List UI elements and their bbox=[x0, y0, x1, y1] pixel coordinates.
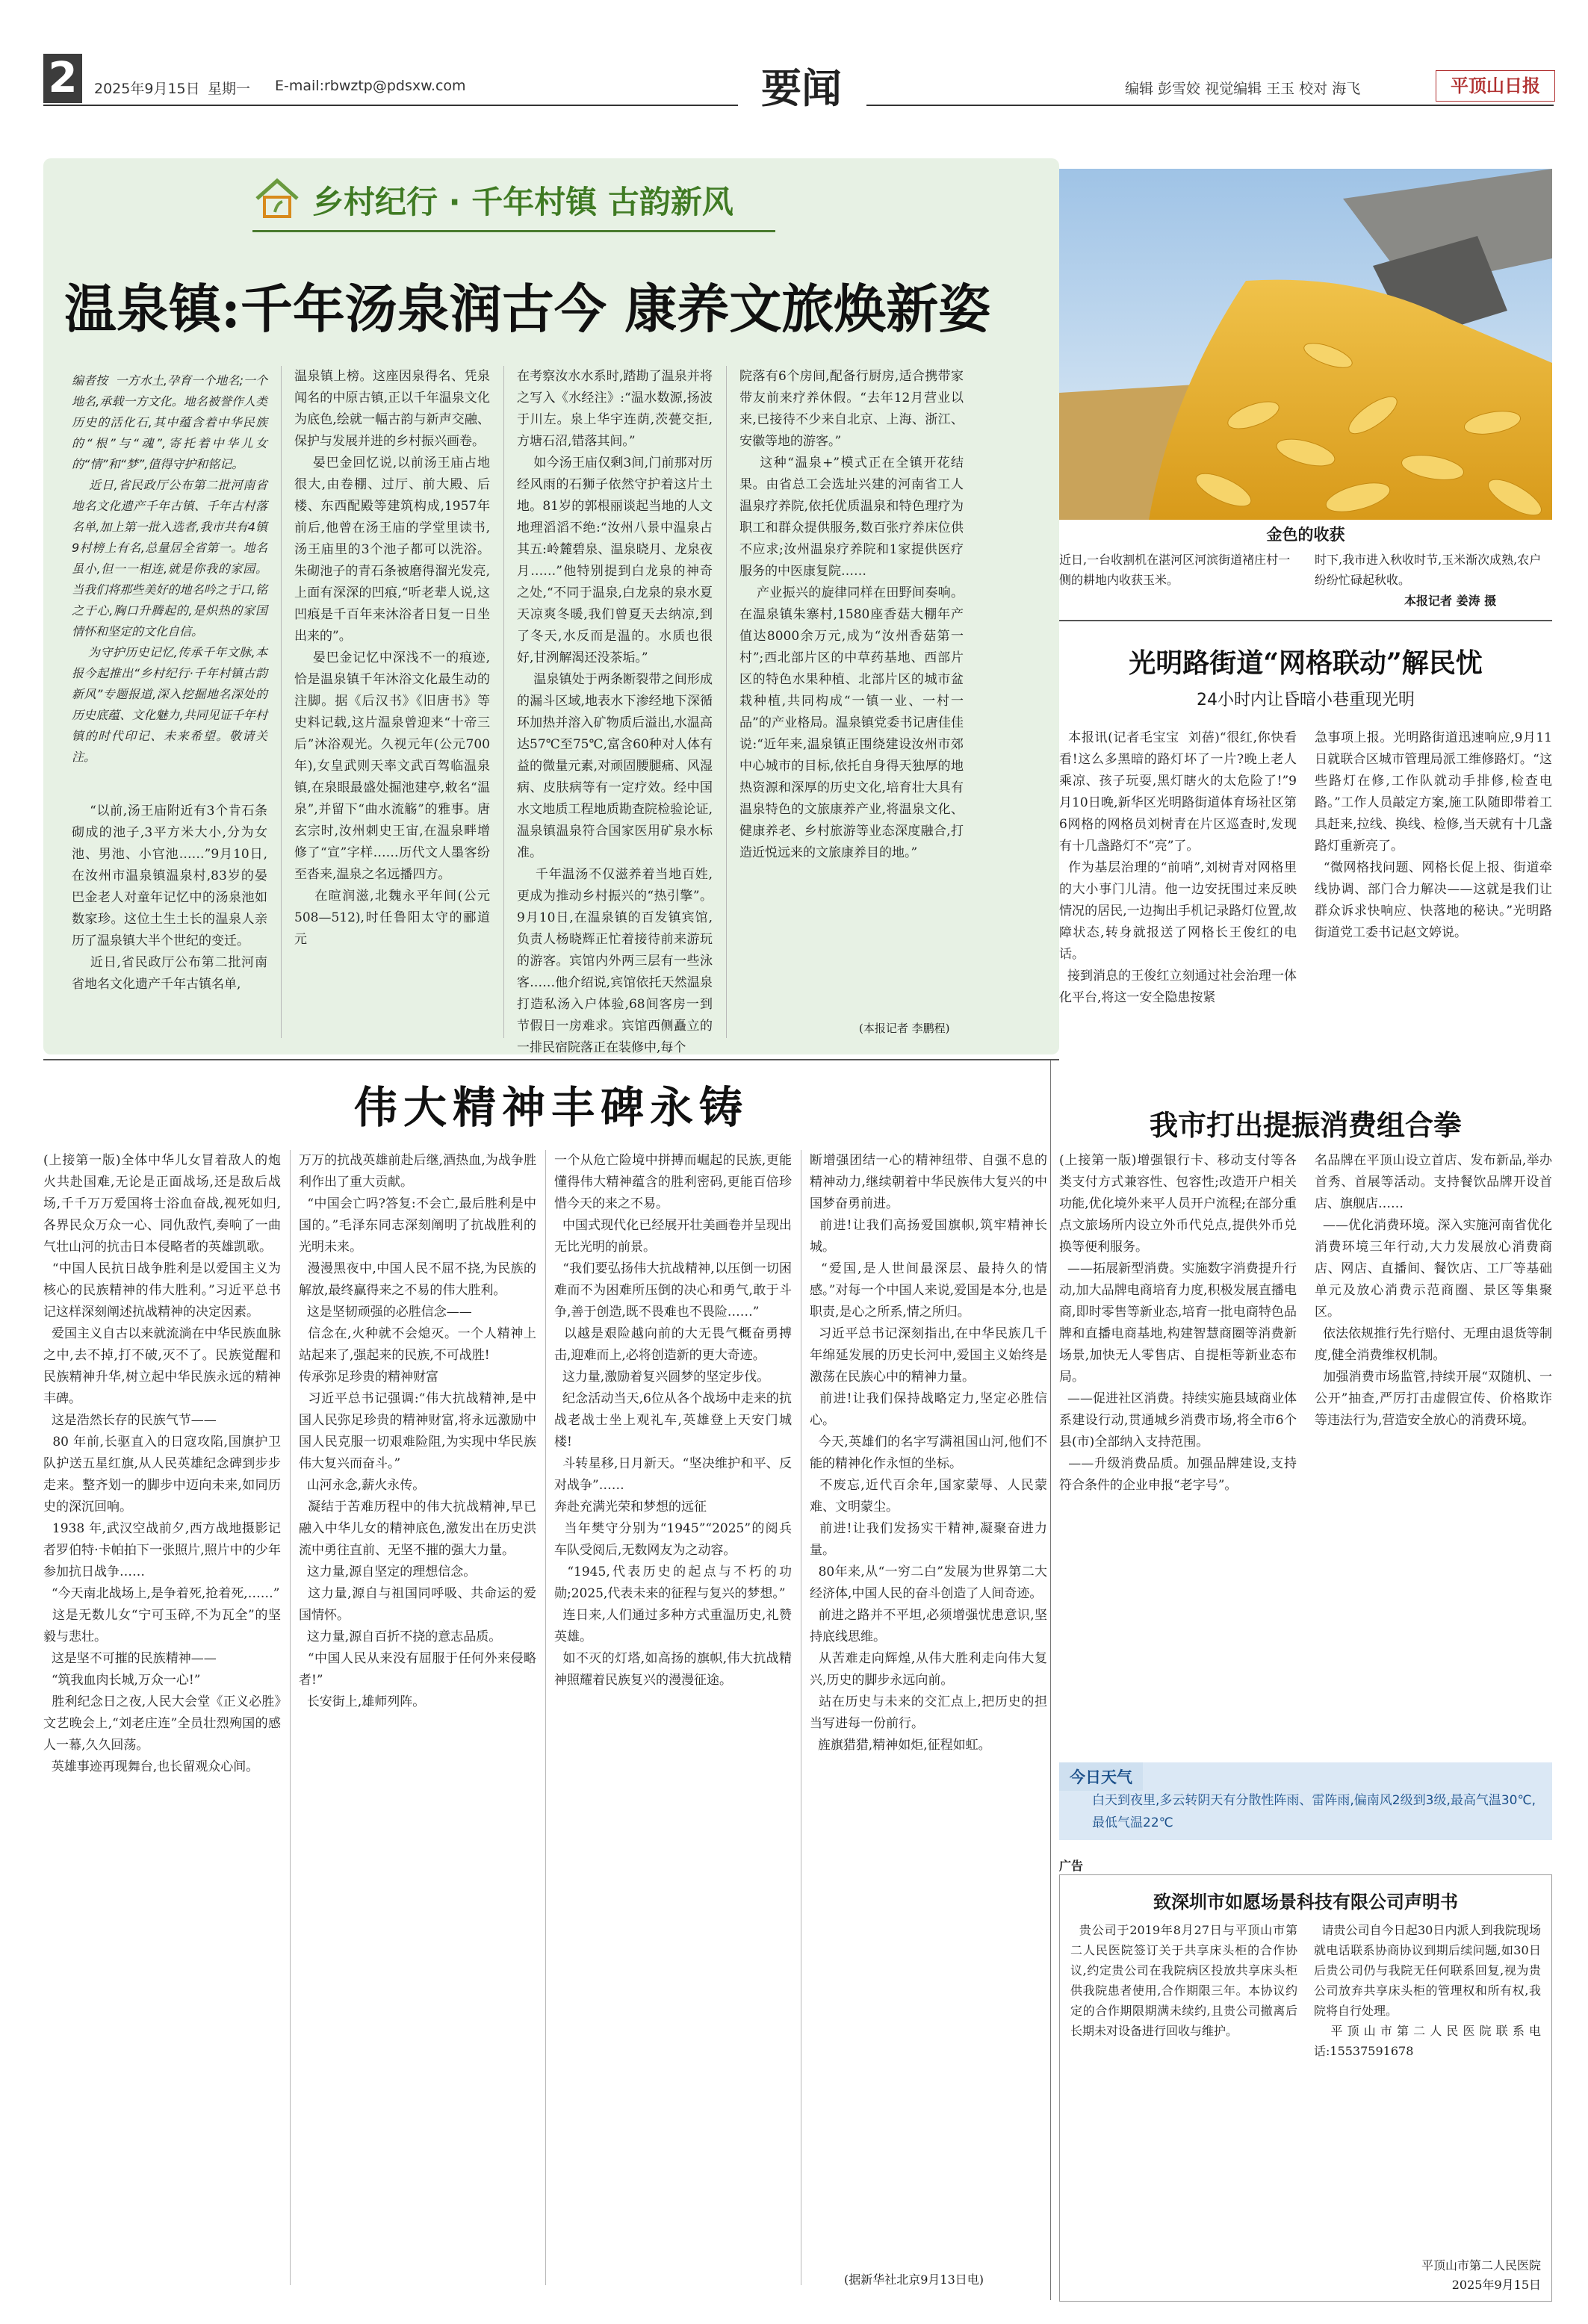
right-story-subtitle: 24小时内让昏暗小巷重现光明 bbox=[1197, 691, 1415, 709]
right-story-title: 光明路街道“网格联动”解民忧 bbox=[1129, 647, 1483, 679]
house-icon bbox=[252, 175, 302, 220]
ad-notice-box bbox=[1059, 1874, 1552, 2302]
section-rule bbox=[1059, 620, 1552, 621]
feature-banner bbox=[252, 167, 775, 232]
header-rule-right bbox=[866, 105, 1554, 106]
photo-credit: 本报记者 姜涛 摄 bbox=[1404, 594, 1497, 608]
ad-title: 致深圳市如愿场景科技有限公司声明书 bbox=[1153, 1892, 1458, 1913]
newspaper-logo: 平顶山日报 bbox=[1436, 70, 1555, 102]
ad-label: 广告 bbox=[1059, 1859, 1084, 1873]
ad-date: 2025年9月15日 bbox=[1451, 2278, 1541, 2292]
column-divider bbox=[545, 1150, 546, 2285]
main-story-col-2: 万万的抗战英雄前赴后继,酒热血,为战争胜利作出了重大贡献。 “中国会亡吗?答复:不会亡,最后胜利是中国的。”毛泽东同志深刻阐明了抗战胜利的光明未来。 漫漫黑夜中,中国人民不屈不挠,为民族的解放,最终赢得来之不易的伟大胜利。 这是坚韧顽强的必胜信念—— 信念在,火种就不会熄灭。一个人精神上站起来了,强起来的民族,不可战胜! 传承弥足珍贵的精神财富 习近平总书记强调:“伟大抗战精神,是中国人民弥足珍贵的精神财富,将永远激励中国人民克服一切艰难险阻,为实现中华民族伟大复兴而奋斗。” 山河永念,薪火永传。 凝结于苦难历程中的伟大抗战精神,早已融入中华儿女的精神底色,激发出在历史洪流中勇往直前、无坚不摧的强大力量。 这力量,源自坚定的理想信念。 这力量,源自与祖国同呼吸、共命运的爱国情怀。 这力量,源自百折不挠的意志品质。 “中国人民从来没有屈服于任何外来侵略者!” 长安街上,雄师列阵。 bbox=[299, 1153, 537, 1709]
feature-title: 温泉镇:千年汤泉润古今 康养文旅焕新姿 bbox=[64, 278, 991, 340]
weather-text: 白天到夜里,多云转阴天有分散性阵雨、雷阵雨,偏南风2级到3级,最高气温30℃,最低气温22℃ bbox=[1092, 1793, 1536, 1830]
right-story-col-2: 急事项上报。光明路街道迅速响应,9月11日就联合区城市管理局派工维修路灯。“这些路灯在修,工作队就动手排修,检查电路。”工作人员敲定方案,施工队随即带着工具赶来,拉线、换线、检修,当天就有十几盏路灯重新亮了。 “微网格找问题、网格长促上报、街道牵线协调、部门合力解决——这就是我们让群众诉求快响应、快落地的秘诀。”光明路街道党工委书记赵文婷说。 bbox=[1315, 730, 1552, 940]
photo-caption-right: 时下,我市进入秋收时节,玉米渐次成熟,农户纷纷忙碌起秋收。 bbox=[1315, 553, 1542, 587]
main-story-col-3: 一个从危亡险境中拼搏而崛起的民族,更能懂得伟大精神蕴含的胜利密码,更能百倍珍惜今天的来之不易。 中国式现代化已经展开壮美画卷并呈现出无比光明的前景。 “我们要弘扬伟大抗战精神,以压倒一切困难而不为困难所压倒的决心和勇气,敢于斗争,善于创造,既不畏难也不畏险……” 以越是艰险越向前的大无畏气概奋勇搏击,迎难而上,必将创造新的更大奇迹。 这力量,激励着复兴圆梦的坚定步伐。 纪念活动当天,6位从各个战场中走来的抗战老战士坐上观礼车,英雄登上天安门城楼! 斗转星移,日月新天。“坚决维护和平、反对战争”…… 奔赴充满光荣和梦想的远征 当年樊守分别为“1945”“2025”的阅兵车队受阅后,无数网友为之动容。 “1945,代表历史的起点与不朽的功勋;2025,代表未来的征程与复兴的梦想。” 连日来,人们通过多种方式重温历史,礼赞英雄。 如不灭的灯塔,如高扬的旗帜,伟大抗战精神照耀着民族复兴的漫漫征途。 bbox=[554, 1153, 793, 1688]
photo-caption-left: 近日,一台收割机在湛河区河滨街道褚庄村一侧的耕地内收获玉米。 bbox=[1059, 553, 1291, 587]
column-divider bbox=[726, 366, 727, 1038]
consumption-col-2: 名品牌在平顶山设立首店、发布新品,举办首秀、首展等活动。支持餐饮品牌开设首店、旗舰店…… ——优化消费环境。深入实施河南省优化消费环境三年行动,大力发展放心消费商店、网店、直播间、餐饮店、工厂等基础单元及放心消费示范商圈、景区等集聚区。 依法依规推行先行赔付、无理由退货等制度,健全消费维权机制。 加强消费市场监管,持续开展“双随机、一公开”抽查,严厉打击虚假宣传、价格欺诈等违法行为,营造安全放心的消费环境。 bbox=[1315, 1153, 1553, 1428]
weather-title: 今日天气 bbox=[1059, 1762, 1143, 1791]
feature-col-3: 在考察汝水水系时,踏勘了温泉并将之写入《水经注》:“温水数源,扬波于川左。泉上华宇连荫,茨甍交拒,方塘石沼,错落其间。” 如今汤王庙仅剩3间,门前那对历经风雨的石狮子依然守护着这片土地。81岁的郭根丽谈起当地的人文地理滔滔不绝:“汝州八景中温泉占其五:岭麓碧泉、温泉晓月、龙泉夜月……”他特别提到白龙泉的神奇之处,“不同于温泉,白龙泉的泉水夏天凉爽冬暖,我们曾夏天去纳凉,到了冬天,水反而是温的。水质也很好,甘洌解渴还没茶垢。” 温泉镇处于两条断裂带之间形成的漏斗区域,地表水下渗经地下深循环加热并溶入矿物质后溢出,水温高达57℃至75℃,富含60种对人体有益的微量元素,对顽固腰腿痛、风湿病、皮肤病等有一定疗效。经中国水文地质工程地质勘查院检验论证,温泉镇温泉符合国家医用矿泉水标准。 千年温汤不仅滋养着当地百姓,更成为推动乡村振兴的“热引擎”。9月10日,在温泉镇的百发镇宾馆,负责人杨晓辉正忙着接待前来游玩的游客。宾馆内外两三层有一些泳客……他介绍说,宾馆依托天然温泉打造私汤入户体验,68间客房一到节假日一房难求。宾馆西侧矗立的一排民宿院落正在装修中,每个 bbox=[517, 369, 713, 1055]
main-story-col-1: (上接第一版)全体中华儿女冒着敌人的炮火共赴国难,无论是正面战场,还是敌后战场,千千万万爱国将士浴血奋战,视死如归,各界民众万众一心、同仇敌忾,奏响了一曲气壮山河的抗击日本侵略者的英雄凯歌。 “中国人民抗日战争胜利是以爱国主义为核心的民族精神的伟大胜利。”习近平总书记这样深刻阐述抗战精神的决定因素。 爱国主义自古以来就流淌在中华民族血脉之中,去不掉,打不破,灭不了。民族觉醒和民族精神升华,树立起中华民族永远的精神丰碑。 这是浩然长存的民族气节—— 80 年前,长驱直入的日寇攻陷,国旗护卫队护送五星红旗,从人民英雄纪念碑到步步走来。整齐划一的脚步中迈向未来,如同历史的深沉回响。 1938 年,武汉空战前夕,西方战地摄影记者罗伯特·卡帕拍下一张照片,照片中的少年参加抗日战争…… “今天南北战场上,是争着死,抢着死,……” 这是无数儿女“宁可玉碎,不为瓦全”的坚毅与悲壮。 这是坚不可摧的民族精神—— “筑我血肉长城,万众一心!” 胜利纪念日之夜,人民大会堂《正义必胜》文艺晚会上,“刘老庄连”全员壮烈殉国的感人一幕,久久回荡。 英雄事迹再现舞台,也长留观众心间。 bbox=[43, 1153, 282, 1774]
feature-col-2: 温泉镇上榜。这座因泉得名、凭泉闻名的中原古镇,正以千年温泉文化为底色,绘就一幅古韵与新声交融、保护与发展并进的乡村振兴画卷。 晏巴金回忆说,以前汤王庙占地很大,由卷棚、过厅、前大殿、后楼、东西配殿等建筑构成,1957年前后,他曾在汤王庙的学堂里读书,汤王庙里的3个池子都可以洗浴。朱砌池子的青石条被磨得溜光发亮,上面有深深的凹痕,“听老辈人说,这凹痕是千百年来沐浴者日复一日坐出来的”。 晏巴金记忆中深浅不一的痕迹,恰是温泉镇千年沐浴文化最生动的注脚。据《后汉书》《旧唐书》等史料记载,这片温泉曾迎来“十帝三后”沐浴观光。久视元年(公元700年),女皇武则天率文武百驾临温泉镇,在泉眼最盛处掘池建亭,敕名“温泉”,并留下“曲水流觞”的雅事。唐玄宗时,汝州刺史王宙,在温泉畔增修了“宣”字样……历代文人墨客纷至沓来,温泉之名远播四方。 在暄润滋,北魏永平年间(公元508—512),时任鲁阳太守的郦道元 bbox=[294, 369, 490, 947]
weather-box bbox=[1059, 1762, 1552, 1840]
contact-email[interactable]: E-mail:rbwztp@pdsxw.com bbox=[275, 78, 466, 94]
column-divider bbox=[290, 1150, 291, 2285]
editor-credits: 编辑 彭雪姣 视觉编辑 王玉 校对 海飞 bbox=[1125, 81, 1361, 97]
section-title: 要闻 bbox=[761, 64, 842, 112]
consumption-title: 我市打出提振消费组合拳 bbox=[1149, 1108, 1462, 1142]
weekday: 星期一 bbox=[208, 81, 251, 97]
feature-col-4: 院落有6个房间,配备行厨房,适合携带家带友前来疗养休假。“去年12月营业以来,已接待不少来自北京、上海、浙江、安徽等地的游客。” 这种“温泉+”模式正在全镇开花结果。由省总工会选址兴建的河南省工人温泉疗养院,依托优质温泉和特色理疗为职工和群众提供服务,数百张疗养床位供不应求;汝州温泉疗养院和1家提供医疗服务的中医康复院…… 产业振兴的旋律同样在田野间奏响。在温泉镇朱寨村,1580座香菇大棚年产值达8000余万元,成为“汝州香菇第一村”;西北部片区的中草药基地、西部片区的特色水果种植、北部片区的城市盆栽种植,共同构成“一镇一业、一村一品”的产业格局。温泉镇党委书记唐佳佳说:“近年来,温泉镇正围绕建设汝州市郊中心城市的目标,依托自身得天独厚的地热资源和深厚的历史文化,培育壮大具有温泉特色的文旅康养产业,将温泉文化、健康养老、乡村旅游等业态深度融合,打造近悦远来的文旅康养目的地。” bbox=[739, 369, 964, 860]
consumption-col-1: (上接第一版)增强银行卡、移动支付等各类支付方式兼容性、包容性;改造开户相关功能,优化境外来平人员开户流程;在部分重点文旅场所内设立外币代兑点,提供外币兑换等便利服务。 ——拓展新型消费。实施数字消费提升行动,加大品牌电商培育力度,积极发展直播电商,即时零售等新业态,培育一批电商特色品牌和直播电商基地,构建智慧商圈等消费新场景,加快无人零售店、自提柜等新业态布局。 ——促进社区消费。持续实施县域商业体系建设行动,贯通城乡消费市场,将全市6个县(市)全部纳入支持范围。 ——升级消费品质。加强品牌建设,支持符合条件的企业申报“老字号”。 bbox=[1059, 1153, 1297, 1493]
section-rule bbox=[43, 1059, 1059, 1060]
photo-title: 金色的收获 bbox=[1266, 526, 1345, 544]
header-rule-left bbox=[43, 105, 738, 106]
feature-byline: (本报记者 李鹏程) bbox=[859, 1022, 950, 1035]
column-divider bbox=[1050, 1060, 1051, 2300]
column-divider bbox=[503, 366, 504, 1038]
page-number: 2 bbox=[43, 54, 82, 103]
ad-signature: 平顶山市第二人民医院 bbox=[1421, 2258, 1541, 2272]
ad-col-2: 请贵公司自今日起30日内派人到我院现场就电话联系协商协议到期后续问题,如30日后贵公司仍与我院无任何联系回复,视为贵公司放弃共享床头柜的管理权和所有权,我院将自行处理。 平顶山市第二人民医院联系电话:15537591678 bbox=[1314, 1923, 1541, 2058]
ad-col-1: 贵公司于2019年8月27日与平顶山市第二人民医院签订关于共享床头柜的合作协议,约定贵公司在我院病区投放共享床头柜供我院患者使用,合作期限三年。本协议约定的合作期限期满未续约,且贵公司撤离后长期未对设备进行回收与维护。 bbox=[1070, 1923, 1297, 2038]
main-story-source: (据新华社北京9月13日电) bbox=[844, 2272, 984, 2287]
issue-date: 2025年9月15日 bbox=[94, 81, 200, 97]
main-story-col-4: 断增强团结一心的精神纽带、自强不息的精神动力,继续朝着中华民族伟大复兴的中国梦奋勇前进。 前进!让我们高扬爱国旗帜,筑牢精神长城。 “爱国,是人世间最深层、最持久的情感。”对每一个中国人来说,爱国是本分,也是职责,是心之所系,情之所归。 习近平总书记深刻指出,在中华民族几千年绵延发展的历史长河中,爱国主义始终是激荡在民族心中的精神力量。 前进!让我们保持战略定力,坚定必胜信心。 今天,英雄们的名字写满祖国山河,他们不能的精神化作永恒的坐标。 不废忘,近代百余年,国家蒙辱、人民蒙难、文明蒙尘。 前进!让我们发扬实干精神,凝聚奋进力量。 80年来,从“一穷二白”发展为世界第二大经济体,中国人民的奋斗创造了人间奇迹。 前进之路并不平坦,必须增强忧患意识,坚持底线思维。 从苦难走向辉煌,从伟大胜利走向伟大复兴,历史的脚步永远向前。 站在历史与未来的交汇点上,把历史的担当写进每一份前行。 旌旗猎猎,精神如炬,征程如虹。 bbox=[810, 1153, 1047, 1753]
editor-note: 编者按 一方水土,孕育一个地名;一个地名,承载一方文化。地名被誉作人类历史的活化石,其中蕴含着中华民族的“根”与“魂”,寄托着中华儿女的“情”和“梦”,值得守护和铭记。 近日,省民政厅公布第二批河南省地名文化遗产千年古镇、千年古村落名单,加上第一批入选者,我市共有4镇9村榜上有名,总量居全省第一。地名虽小,但一一相连,就是你我的家园。当我们将那些美好的地名吟之于口,铭之于心,胸口升腾起的,是炽热的家国情怀和坚定的文化自信。 为守护历史记忆,传承千年文脉,本报今起推出“乡村纪行·千年村镇古韵新风”专题报道,深入挖掘地名深处的历史底蕴、文化魅力,共同见证千年村镇的时代印记、未来希望。敬请关注。 bbox=[72, 373, 267, 764]
right-story-col-1: 本报讯(记者毛宝宝 刘蓓)“很红,你快看看!这么多黑暗的路灯坏了一片?晚上老人乘凉、孩子玩耍,黑灯瞎火的太危险了!”9月10日晚,新华区光明路街道体育场社区第6网格的网格员刘树青在片区巡查时,发现有十几盏路灯不“亮”了。 作为基层治理的“前哨”,刘树青对网格里的大小事门儿清。他一边安抚围过来反映情况的居民,一边掏出手机记录路灯位置,故障状态,转身就报送了网格长王俊红的电话。 接到消息的王俊红立刻通过社会治理一体化平台,将这一安全隐患按紧 bbox=[1059, 730, 1297, 1005]
feature-banner-text: 乡村纪行 · 千年村镇 古韵新风 bbox=[312, 184, 733, 220]
column-divider bbox=[281, 366, 282, 1038]
feature-col-1: “以前,汤王庙附近有3个肯石条砌成的池子,3平方米大小,分为女池、男池、小官池……”9月10日,在汝州市温泉镇温泉村,83岁的晏巴金老人对童年记忆中的汤泉池如数家珍。这位土生土长的温泉人亲历了温泉镇大半个世纪的变迁。 近日,省民政厅公布第二批河南省地名文化遗产千年古镇名单, bbox=[72, 804, 267, 992]
main-story-title: 伟大精神丰碑永铸 bbox=[353, 1082, 748, 1133]
harvest-photo bbox=[1059, 169, 1552, 520]
